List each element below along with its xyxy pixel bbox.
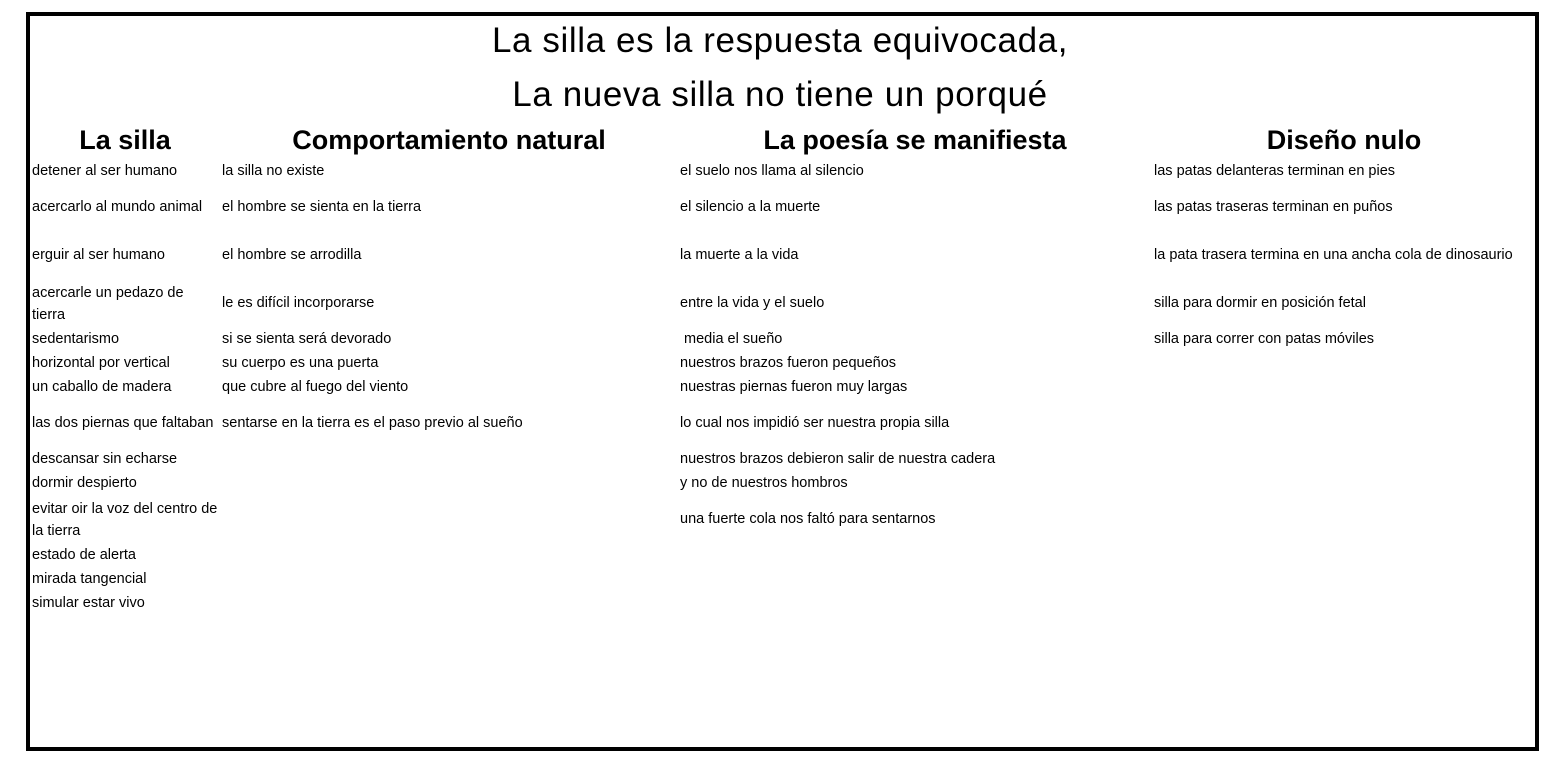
poesia-item: la muerte a la vida (680, 247, 799, 263)
poesia-item: el suelo nos llama al silencio (680, 163, 864, 179)
la-silla-item: evitar oir la voz del centro de la tierra (32, 501, 218, 539)
diseno-nulo-item: la pata trasera termina en una ancha cola de dinosaurio (1154, 247, 1513, 263)
poesia-item: lo cual nos impidió ser nuestra propia silla (680, 415, 950, 431)
comportamiento-item: el hombre se sienta en la tierra (222, 199, 422, 215)
la-silla-item: erguir al ser humano (32, 247, 165, 263)
comportamiento-item: la silla no existe (222, 163, 325, 179)
comportamiento-item: el hombre se arrodilla (222, 247, 362, 263)
comportamiento-item: que cubre al fuego del viento (222, 379, 409, 395)
poesia-item: nuestros brazos fueron pequeños (680, 355, 897, 371)
comportamiento-item: su cuerpo es una puerta (222, 355, 379, 371)
la-silla-item: detener al ser humano (32, 163, 178, 179)
title-line-2: La nueva silla no tiene un porqué (512, 75, 1048, 114)
poesia-item: entre la vida y el suelo (680, 295, 825, 311)
la-silla-item: acercarlo al mundo animal (32, 199, 203, 215)
la-silla-item: mirada tangencial (32, 571, 147, 587)
comportamiento-item: le es difícil incorporarse (222, 295, 375, 311)
poesia-item: nuestros brazos debieron salir de nuestra cadera (680, 451, 996, 467)
la-silla-item: horizontal por vertical (32, 355, 170, 371)
title-line-1: La silla es la respuesta equivocada, (491, 21, 1069, 60)
column-header-comportamiento-natural: Comportamiento natural (292, 125, 606, 155)
la-silla-item: sedentarismo (32, 331, 120, 347)
diseno-nulo-item: las patas delanteras terminan en pies (1154, 163, 1396, 179)
diseno-nulo-item: silla para correr con patas móviles (1154, 331, 1375, 347)
column-header-la-poesia: La poesía se manifiesta (763, 125, 1067, 155)
comportamiento-item: si se sienta será devorado (222, 331, 392, 347)
comportamiento-item: sentarse en la tierra es el paso previo al sueño (222, 415, 523, 431)
diseno-nulo-item: silla para dormir en posición fetal (1154, 295, 1366, 311)
diseno-nulo-item: las patas traseras terminan en puños (1154, 199, 1393, 215)
poesia-item: y no de nuestros hombros (680, 475, 848, 491)
poesia-item: el silencio a la muerte (680, 199, 821, 215)
la-silla-item: un caballo de madera (32, 379, 172, 395)
la-silla-item: estado de alerta (32, 547, 136, 563)
la-silla-item: las dos piernas que faltaban (32, 415, 214, 431)
la-silla-item: simular estar vivo (32, 595, 145, 611)
poesia-item: nuestras piernas fueron muy largas (680, 379, 908, 395)
la-silla-item: acercarle un pedazo de tierra (32, 285, 184, 323)
poesia-item: una fuerte cola nos faltó para sentarnos (680, 511, 936, 527)
poesia-item: media el sueño (680, 331, 783, 347)
la-silla-item: dormir despierto (32, 475, 137, 491)
column-header-la-silla: La silla (79, 125, 171, 155)
la-silla-item: descansar sin echarse (32, 451, 178, 467)
column-header-diseno-nulo: Diseño nulo (1266, 125, 1422, 155)
